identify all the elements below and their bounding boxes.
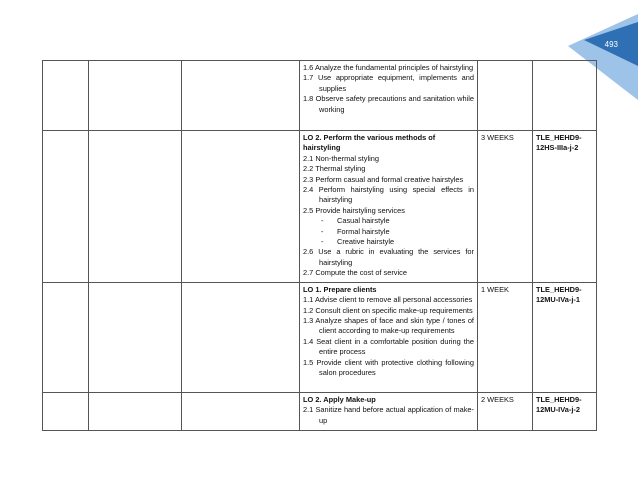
empty-cell <box>89 282 182 392</box>
item-text: Use a rubric in evaluating the services for hairstyling <box>318 247 474 267</box>
sub-item-text: Casual hairstyle <box>337 216 390 226</box>
item-number: 2.1 <box>303 405 314 415</box>
item-text: Advise client to remove all personal accessories <box>314 295 473 305</box>
sub-item <box>303 237 474 247</box>
competency-item <box>303 316 474 337</box>
item-number: 1.2 <box>303 305 314 315</box>
table-row <box>43 131 597 283</box>
sub-item-text: Creative hairstyle <box>337 237 395 247</box>
empty-cell <box>43 392 89 430</box>
item-text: Compute the cost of service <box>315 268 407 278</box>
code-cell: TLE_HEHD9-12HS-IIIa-j-2 <box>533 131 597 283</box>
learning-outcome-title: LO 1. Prepare clients <box>303 284 377 294</box>
page-number: 493 <box>604 40 618 49</box>
item-number: 2.5 <box>303 205 314 215</box>
item-number: 1.3 <box>303 315 314 325</box>
competency-item <box>303 185 474 206</box>
item-text: Sanitize hand before actual application of make-up <box>315 405 474 425</box>
item-text: Analyze the fundamental principles of hairstyling <box>314 63 474 72</box>
competency-item <box>303 63 474 73</box>
competency-item <box>303 154 474 164</box>
sub-item <box>303 227 474 237</box>
competency-item <box>303 247 474 268</box>
empty-cell <box>43 282 89 392</box>
item-number: 1.6 <box>303 63 314 72</box>
competency-item <box>303 206 474 216</box>
item-text: Thermal styling <box>315 164 366 174</box>
item-text: Analyze shapes of face and skin type / tones of client according to make-up requirements <box>315 315 474 336</box>
item-number: 1.4 <box>303 336 314 346</box>
competency-item <box>303 306 474 316</box>
item-number: 1.5 <box>303 357 314 367</box>
item-text: Perform hairstyling using special effects in hairstyling <box>318 185 474 205</box>
item-number: 1.1 <box>303 295 314 305</box>
empty-cell <box>182 392 300 430</box>
learning-outcome-title: LO 2. Apply Make-up <box>303 394 376 404</box>
competency-cell <box>300 392 478 430</box>
competency-item <box>303 358 474 379</box>
competency-cell <box>300 282 478 392</box>
competency-item <box>303 175 474 185</box>
empty-cell <box>43 131 89 283</box>
item-number: 2.6 <box>303 247 314 257</box>
sub-item-text: Formal hairstyle <box>337 226 390 236</box>
item-text: Consult client on specific make-up requirements <box>315 305 473 315</box>
duration-cell: 3 WEEKS <box>478 131 533 283</box>
item-text: Perform casual and formal creative hairstyles <box>315 174 464 184</box>
duration-cell <box>478 61 533 131</box>
code-cell <box>533 61 597 131</box>
item-number: 1.7 <box>303 73 314 83</box>
curriculum-table <box>42 60 597 431</box>
code-cell: TLE_HEHD9-12MU-IVa-j-1 <box>533 282 597 392</box>
empty-cell <box>182 61 300 131</box>
competency-item <box>303 73 474 94</box>
competency-item <box>303 295 474 305</box>
competency-item <box>303 337 474 358</box>
competency-cell <box>300 61 478 131</box>
table-row <box>43 282 597 392</box>
sub-item <box>303 216 474 226</box>
empty-cell <box>89 61 182 131</box>
competency-item <box>303 405 474 426</box>
item-number: 2.2 <box>303 164 314 174</box>
item-number: 2.3 <box>303 174 314 184</box>
item-text: Non-thermal styling <box>315 153 380 163</box>
item-text: Provide hairstyling services <box>315 205 405 215</box>
duration-cell: 1 WEEK <box>478 282 533 392</box>
item-text: Seat client in a comfortable position during the entire process <box>316 336 474 357</box>
dash-bullet: - <box>321 226 324 236</box>
item-text: Observe safety precautions and sanitation while working <box>315 94 474 114</box>
item-text: Use appropriate equipment, implements and supplies <box>317 73 474 93</box>
table-row <box>43 61 597 131</box>
learning-outcome-title: LO 2. Perform the various methods of hairstyling <box>303 133 436 153</box>
empty-cell <box>182 131 300 283</box>
item-number: 2.4 <box>303 185 314 195</box>
duration-cell: 2 WEEKS <box>478 392 533 430</box>
competency-item <box>303 268 474 278</box>
empty-cell <box>43 61 89 131</box>
table-row <box>43 392 597 430</box>
empty-cell <box>89 131 182 283</box>
dash-bullet: - <box>321 216 324 226</box>
competency-item <box>303 94 474 115</box>
item-text: Provide client with protective clothing following salon procedures <box>316 357 474 377</box>
item-number: 2.7 <box>303 268 314 278</box>
competency-cell <box>300 131 478 283</box>
dash-bullet: - <box>321 237 324 247</box>
item-number: 1.8 <box>303 94 314 104</box>
item-number: 2.1 <box>303 153 314 163</box>
code-cell: TLE_HEHD9-12MU-IVa-j-2 <box>533 392 597 430</box>
empty-cell <box>182 282 300 392</box>
competency-item <box>303 164 474 174</box>
empty-cell <box>89 392 182 430</box>
